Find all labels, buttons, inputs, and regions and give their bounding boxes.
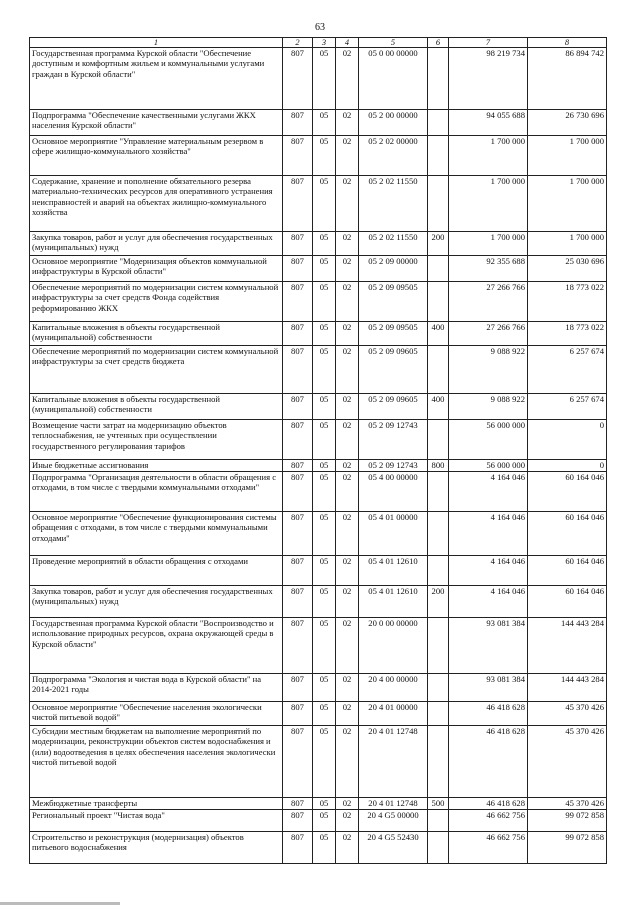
- row-subsection: 02: [336, 832, 359, 864]
- row-admin-code: 807: [283, 256, 313, 282]
- row-target-article: 05 2 09 09605: [359, 394, 428, 420]
- row-amount-year2: 1 700 000: [528, 136, 607, 176]
- row-subsection: 02: [336, 48, 359, 110]
- row-name: Капитальные вложения в объекты государственной (муниципальной) собственности: [30, 322, 283, 346]
- row-target-article: 05 4 01 12610: [359, 586, 428, 618]
- row-target-article: 05 2 02 00000: [359, 136, 428, 176]
- table-row: [30, 136, 607, 176]
- row-expense-type: [428, 556, 449, 586]
- row-amount-year1: 94 055 688: [449, 110, 528, 136]
- row-amount-year1: 46 418 628: [449, 702, 528, 726]
- row-amount-year2: 86 894 742: [528, 48, 607, 110]
- table-row: [30, 674, 607, 702]
- row-target-article: 05 2 09 09605: [359, 346, 428, 394]
- row-amount-year1: 4 164 046: [449, 472, 528, 512]
- row-amount-year1: 46 418 628: [449, 726, 528, 798]
- row-admin-code: 807: [283, 726, 313, 798]
- row-subsection: 02: [336, 512, 359, 556]
- row-admin-code: 807: [283, 394, 313, 420]
- table-row: [30, 322, 607, 346]
- row-amount-year1: 1 700 000: [449, 136, 528, 176]
- row-expense-type: [428, 810, 449, 832]
- row-amount-year2: 45 370 426: [528, 702, 607, 726]
- row-target-article: 20 4 01 12748: [359, 798, 428, 810]
- row-amount-year1: 46 662 756: [449, 832, 528, 864]
- row-expense-type: [428, 136, 449, 176]
- row-subsection: 02: [336, 618, 359, 674]
- row-amount-year2: 99 072 858: [528, 832, 607, 864]
- row-name: Субсидии местным бюджетам на выполнение мероприятий по модернизации, реконструкции объектов систем водоснабжения и (или) водоотведения в целях обеспечения населения экологически чистой питьевой водой: [30, 726, 283, 798]
- table-row: [30, 48, 607, 110]
- row-amount-year2: 99 072 858: [528, 810, 607, 832]
- row-subsection: 02: [336, 256, 359, 282]
- row-subsection: 02: [336, 810, 359, 832]
- row-amount-year2: 60 164 046: [528, 556, 607, 586]
- row-subsection: 02: [336, 110, 359, 136]
- row-section: 05: [313, 232, 336, 256]
- row-subsection: 02: [336, 394, 359, 420]
- row-amount-year2: 6 257 674: [528, 394, 607, 420]
- col-header-8: 8: [528, 38, 607, 48]
- row-section: 05: [313, 726, 336, 798]
- row-expense-type: [428, 674, 449, 702]
- row-target-article: 05 2 09 12743: [359, 420, 428, 460]
- row-target-article: 20 4 G5 00000: [359, 810, 428, 832]
- table-row: [30, 512, 607, 556]
- row-section: 05: [313, 618, 336, 674]
- row-expense-type: 800: [428, 460, 449, 472]
- row-subsection: 02: [336, 702, 359, 726]
- row-target-article: 05 0 00 00000: [359, 48, 428, 110]
- table-row: [30, 726, 607, 798]
- row-amount-year1: 1 700 000: [449, 176, 528, 232]
- row-admin-code: 807: [283, 556, 313, 586]
- row-target-article: 05 2 09 09505: [359, 322, 428, 346]
- row-section: 05: [313, 282, 336, 322]
- row-subsection: 02: [336, 674, 359, 702]
- row-subsection: 02: [336, 798, 359, 810]
- table-row: [30, 232, 607, 256]
- row-section: 05: [313, 556, 336, 586]
- row-name: Закупка товаров, работ и услуг для обеспечения государственных (муниципальных) нужд: [30, 586, 283, 618]
- row-subsection: 02: [336, 282, 359, 322]
- table-row: [30, 798, 607, 810]
- row-amount-year1: 56 000 000: [449, 420, 528, 460]
- row-expense-type: [428, 420, 449, 460]
- row-target-article: 05 2 09 00000: [359, 256, 428, 282]
- row-expense-type: [428, 176, 449, 232]
- row-target-article: 20 0 00 00000: [359, 618, 428, 674]
- row-amount-year2: 6 257 674: [528, 346, 607, 394]
- table-row: [30, 420, 607, 460]
- row-amount-year2: 144 443 284: [528, 674, 607, 702]
- row-amount-year2: 0: [528, 420, 607, 460]
- row-expense-type: 400: [428, 322, 449, 346]
- page-number: 63: [315, 22, 325, 33]
- row-admin-code: 807: [283, 322, 313, 346]
- row-amount-year2: 25 030 696: [528, 256, 607, 282]
- row-target-article: 20 4 01 00000: [359, 702, 428, 726]
- row-section: 05: [313, 460, 336, 472]
- col-header-1: 1: [30, 38, 283, 48]
- row-target-article: 20 4 G5 52430: [359, 832, 428, 864]
- row-name: Основное мероприятие "Обеспечение населения экологически чистой питьевой водой": [30, 702, 283, 726]
- row-name: Капитальные вложения в объекты государственной (муниципальной) собственности: [30, 394, 283, 420]
- col-header-3: 3: [313, 38, 336, 48]
- row-section: 05: [313, 394, 336, 420]
- row-expense-type: 400: [428, 394, 449, 420]
- row-name: Межбюджетные трансферты: [30, 798, 283, 810]
- row-amount-year2: 144 443 284: [528, 618, 607, 674]
- row-name: Подпрограмма "Обеспечение качественными услугами ЖКХ населения Курской области": [30, 110, 283, 136]
- row-expense-type: [428, 702, 449, 726]
- row-subsection: 02: [336, 556, 359, 586]
- col-header-5: 5: [359, 38, 428, 48]
- table-row: [30, 832, 607, 864]
- row-amount-year1: 4 164 046: [449, 556, 528, 586]
- row-section: 05: [313, 512, 336, 556]
- row-amount-year1: 46 418 628: [449, 798, 528, 810]
- row-name: Возмещение части затрат на модернизацию объектов теплоснабжения, не учтенных при осуществлении государственного регулирования тарифов: [30, 420, 283, 460]
- row-section: 05: [313, 674, 336, 702]
- row-admin-code: 807: [283, 420, 313, 460]
- table-row: [30, 810, 607, 832]
- row-amount-year2: 18 773 022: [528, 282, 607, 322]
- row-amount-year2: 1 700 000: [528, 176, 607, 232]
- row-name: Обеспечение мероприятий по модернизации систем коммунальной инфраструктуры за счет средств Фонда содействия реформированию ЖКХ: [30, 282, 283, 322]
- row-expense-type: [428, 256, 449, 282]
- row-admin-code: 807: [283, 810, 313, 832]
- row-name: Закупка товаров, работ и услуг для обеспечения государственных (муниципальных) нужд: [30, 232, 283, 256]
- table-body: [30, 48, 607, 864]
- row-amount-year2: 60 164 046: [528, 472, 607, 512]
- col-header-4: 4: [336, 38, 359, 48]
- row-target-article: 20 4 01 12748: [359, 726, 428, 798]
- row-admin-code: 807: [283, 702, 313, 726]
- row-subsection: 02: [336, 232, 359, 256]
- row-amount-year1: 46 662 756: [449, 810, 528, 832]
- col-header-2: 2: [283, 38, 313, 48]
- row-admin-code: 807: [283, 460, 313, 472]
- row-target-article: 05 2 02 11550: [359, 176, 428, 232]
- row-amount-year2: 26 730 696: [528, 110, 607, 136]
- row-subsection: 02: [336, 726, 359, 798]
- row-target-article: 05 2 09 12743: [359, 460, 428, 472]
- table-row: [30, 176, 607, 232]
- budget-table: [29, 37, 607, 864]
- row-name: Подпрограмма "Организация деятельности в области обращения с отходами, в том числе с твердыми коммунальными отходами": [30, 472, 283, 512]
- table-row: [30, 460, 607, 472]
- row-admin-code: 807: [283, 512, 313, 556]
- row-name: Содержание, хранение и пополнение обязательного резерва материально-технических ресурсов для оперативного устранения неисправностей и аварий на объектах жилищно-коммунального хозяйства: [30, 176, 283, 232]
- row-expense-type: 500: [428, 798, 449, 810]
- row-amount-year2: 45 370 426: [528, 726, 607, 798]
- row-expense-type: 200: [428, 232, 449, 256]
- row-section: 05: [313, 256, 336, 282]
- row-amount-year1: 9 088 922: [449, 346, 528, 394]
- row-amount-year1: 9 088 922: [449, 394, 528, 420]
- row-amount-year2: 0: [528, 460, 607, 472]
- row-section: 05: [313, 832, 336, 864]
- row-admin-code: 807: [283, 48, 313, 110]
- row-amount-year1: 4 164 046: [449, 586, 528, 618]
- row-name: Основное мероприятие "Управление материальным резервом в сфере жилищно-коммунального хозяйства": [30, 136, 283, 176]
- row-target-article: 20 4 00 00000: [359, 674, 428, 702]
- row-expense-type: [428, 282, 449, 322]
- row-subsection: 02: [336, 420, 359, 460]
- row-admin-code: 807: [283, 586, 313, 618]
- row-admin-code: 807: [283, 346, 313, 394]
- row-admin-code: 807: [283, 136, 313, 176]
- row-name: Проведение мероприятий в области обращения с отходами: [30, 556, 283, 586]
- row-expense-type: [428, 472, 449, 512]
- row-subsection: 02: [336, 322, 359, 346]
- row-target-article: 05 4 01 12610: [359, 556, 428, 586]
- row-name: Обеспечение мероприятий по модернизации систем коммунальной инфраструктуры за счет средств бюджета: [30, 346, 283, 394]
- row-section: 05: [313, 798, 336, 810]
- table-row: [30, 256, 607, 282]
- row-amount-year1: 92 355 688: [449, 256, 528, 282]
- row-expense-type: [428, 110, 449, 136]
- row-admin-code: 807: [283, 798, 313, 810]
- row-amount-year1: 4 164 046: [449, 512, 528, 556]
- row-amount-year1: 56 000 000: [449, 460, 528, 472]
- row-amount-year1: 27 266 766: [449, 322, 528, 346]
- row-section: 05: [313, 472, 336, 512]
- table-row: [30, 586, 607, 618]
- table-row: [30, 472, 607, 512]
- row-amount-year2: 1 700 000: [528, 232, 607, 256]
- table-row: [30, 110, 607, 136]
- row-subsection: 02: [336, 136, 359, 176]
- header-row: [30, 38, 607, 48]
- row-subsection: 02: [336, 346, 359, 394]
- row-admin-code: 807: [283, 110, 313, 136]
- row-target-article: 05 4 01 00000: [359, 512, 428, 556]
- row-amount-year2: 45 370 426: [528, 798, 607, 810]
- row-subsection: 02: [336, 586, 359, 618]
- row-subsection: 02: [336, 176, 359, 232]
- row-expense-type: [428, 726, 449, 798]
- row-section: 05: [313, 48, 336, 110]
- row-name: Основное мероприятие "Обеспечение функционирования системы обращения с отходами, в том числе с твердыми коммунальными отходами": [30, 512, 283, 556]
- row-name: Подпрограмма "Экология и чистая вода в Курской области" на 2014-2021 годы: [30, 674, 283, 702]
- row-amount-year2: 60 164 046: [528, 586, 607, 618]
- table-row: [30, 282, 607, 322]
- row-section: 05: [313, 346, 336, 394]
- row-admin-code: 807: [283, 674, 313, 702]
- row-section: 05: [313, 420, 336, 460]
- row-expense-type: [428, 346, 449, 394]
- row-name: Государственная программа Курской области "Обеспечение доступным и комфортным жильем и коммунальными услугами граждан в Курской области": [30, 48, 283, 110]
- row-expense-type: 200: [428, 586, 449, 618]
- table-row: [30, 618, 607, 674]
- row-admin-code: 807: [283, 232, 313, 256]
- row-name: Строительство и реконструкция (модернизация) объектов питьевого водоснабжения: [30, 832, 283, 864]
- row-amount-year1: 98 219 734: [449, 48, 528, 110]
- row-name: Основное мероприятие "Модернизация объектов коммунальной инфраструктуры в Курской области": [30, 256, 283, 282]
- row-amount-year1: 93 081 384: [449, 674, 528, 702]
- row-name: Региональный проект "Чистая вода": [30, 810, 283, 832]
- row-expense-type: [428, 832, 449, 864]
- row-section: 05: [313, 110, 336, 136]
- row-target-article: 05 4 00 00000: [359, 472, 428, 512]
- row-amount-year1: 1 700 000: [449, 232, 528, 256]
- row-section: 05: [313, 176, 336, 232]
- table-row: [30, 556, 607, 586]
- row-target-article: 05 2 00 00000: [359, 110, 428, 136]
- row-expense-type: [428, 512, 449, 556]
- row-amount-year2: 60 164 046: [528, 512, 607, 556]
- row-subsection: 02: [336, 460, 359, 472]
- row-subsection: 02: [336, 472, 359, 512]
- row-admin-code: 807: [283, 282, 313, 322]
- row-admin-code: 807: [283, 832, 313, 864]
- row-name: Государственная программа Курской области "Воспроизводство и использование природных ресурсов, охрана окружающей среды в Курской области": [30, 618, 283, 674]
- row-amount-year1: 27 266 766: [449, 282, 528, 322]
- row-target-article: 05 2 09 09505: [359, 282, 428, 322]
- table-row: [30, 702, 607, 726]
- row-section: 05: [313, 586, 336, 618]
- col-header-7: 7: [449, 38, 528, 48]
- row-admin-code: 807: [283, 618, 313, 674]
- col-header-6: 6: [428, 38, 449, 48]
- row-admin-code: 807: [283, 472, 313, 512]
- row-expense-type: [428, 48, 449, 110]
- row-section: 05: [313, 810, 336, 832]
- row-name: Иные бюджетные ассигнования: [30, 460, 283, 472]
- row-target-article: 05 2 02 11550: [359, 232, 428, 256]
- table-row: [30, 346, 607, 394]
- row-section: 05: [313, 322, 336, 346]
- row-amount-year1: 93 081 384: [449, 618, 528, 674]
- row-section: 05: [313, 702, 336, 726]
- row-section: 05: [313, 136, 336, 176]
- row-expense-type: [428, 618, 449, 674]
- row-admin-code: 807: [283, 176, 313, 232]
- table-row: [30, 394, 607, 420]
- row-amount-year2: 18 773 022: [528, 322, 607, 346]
